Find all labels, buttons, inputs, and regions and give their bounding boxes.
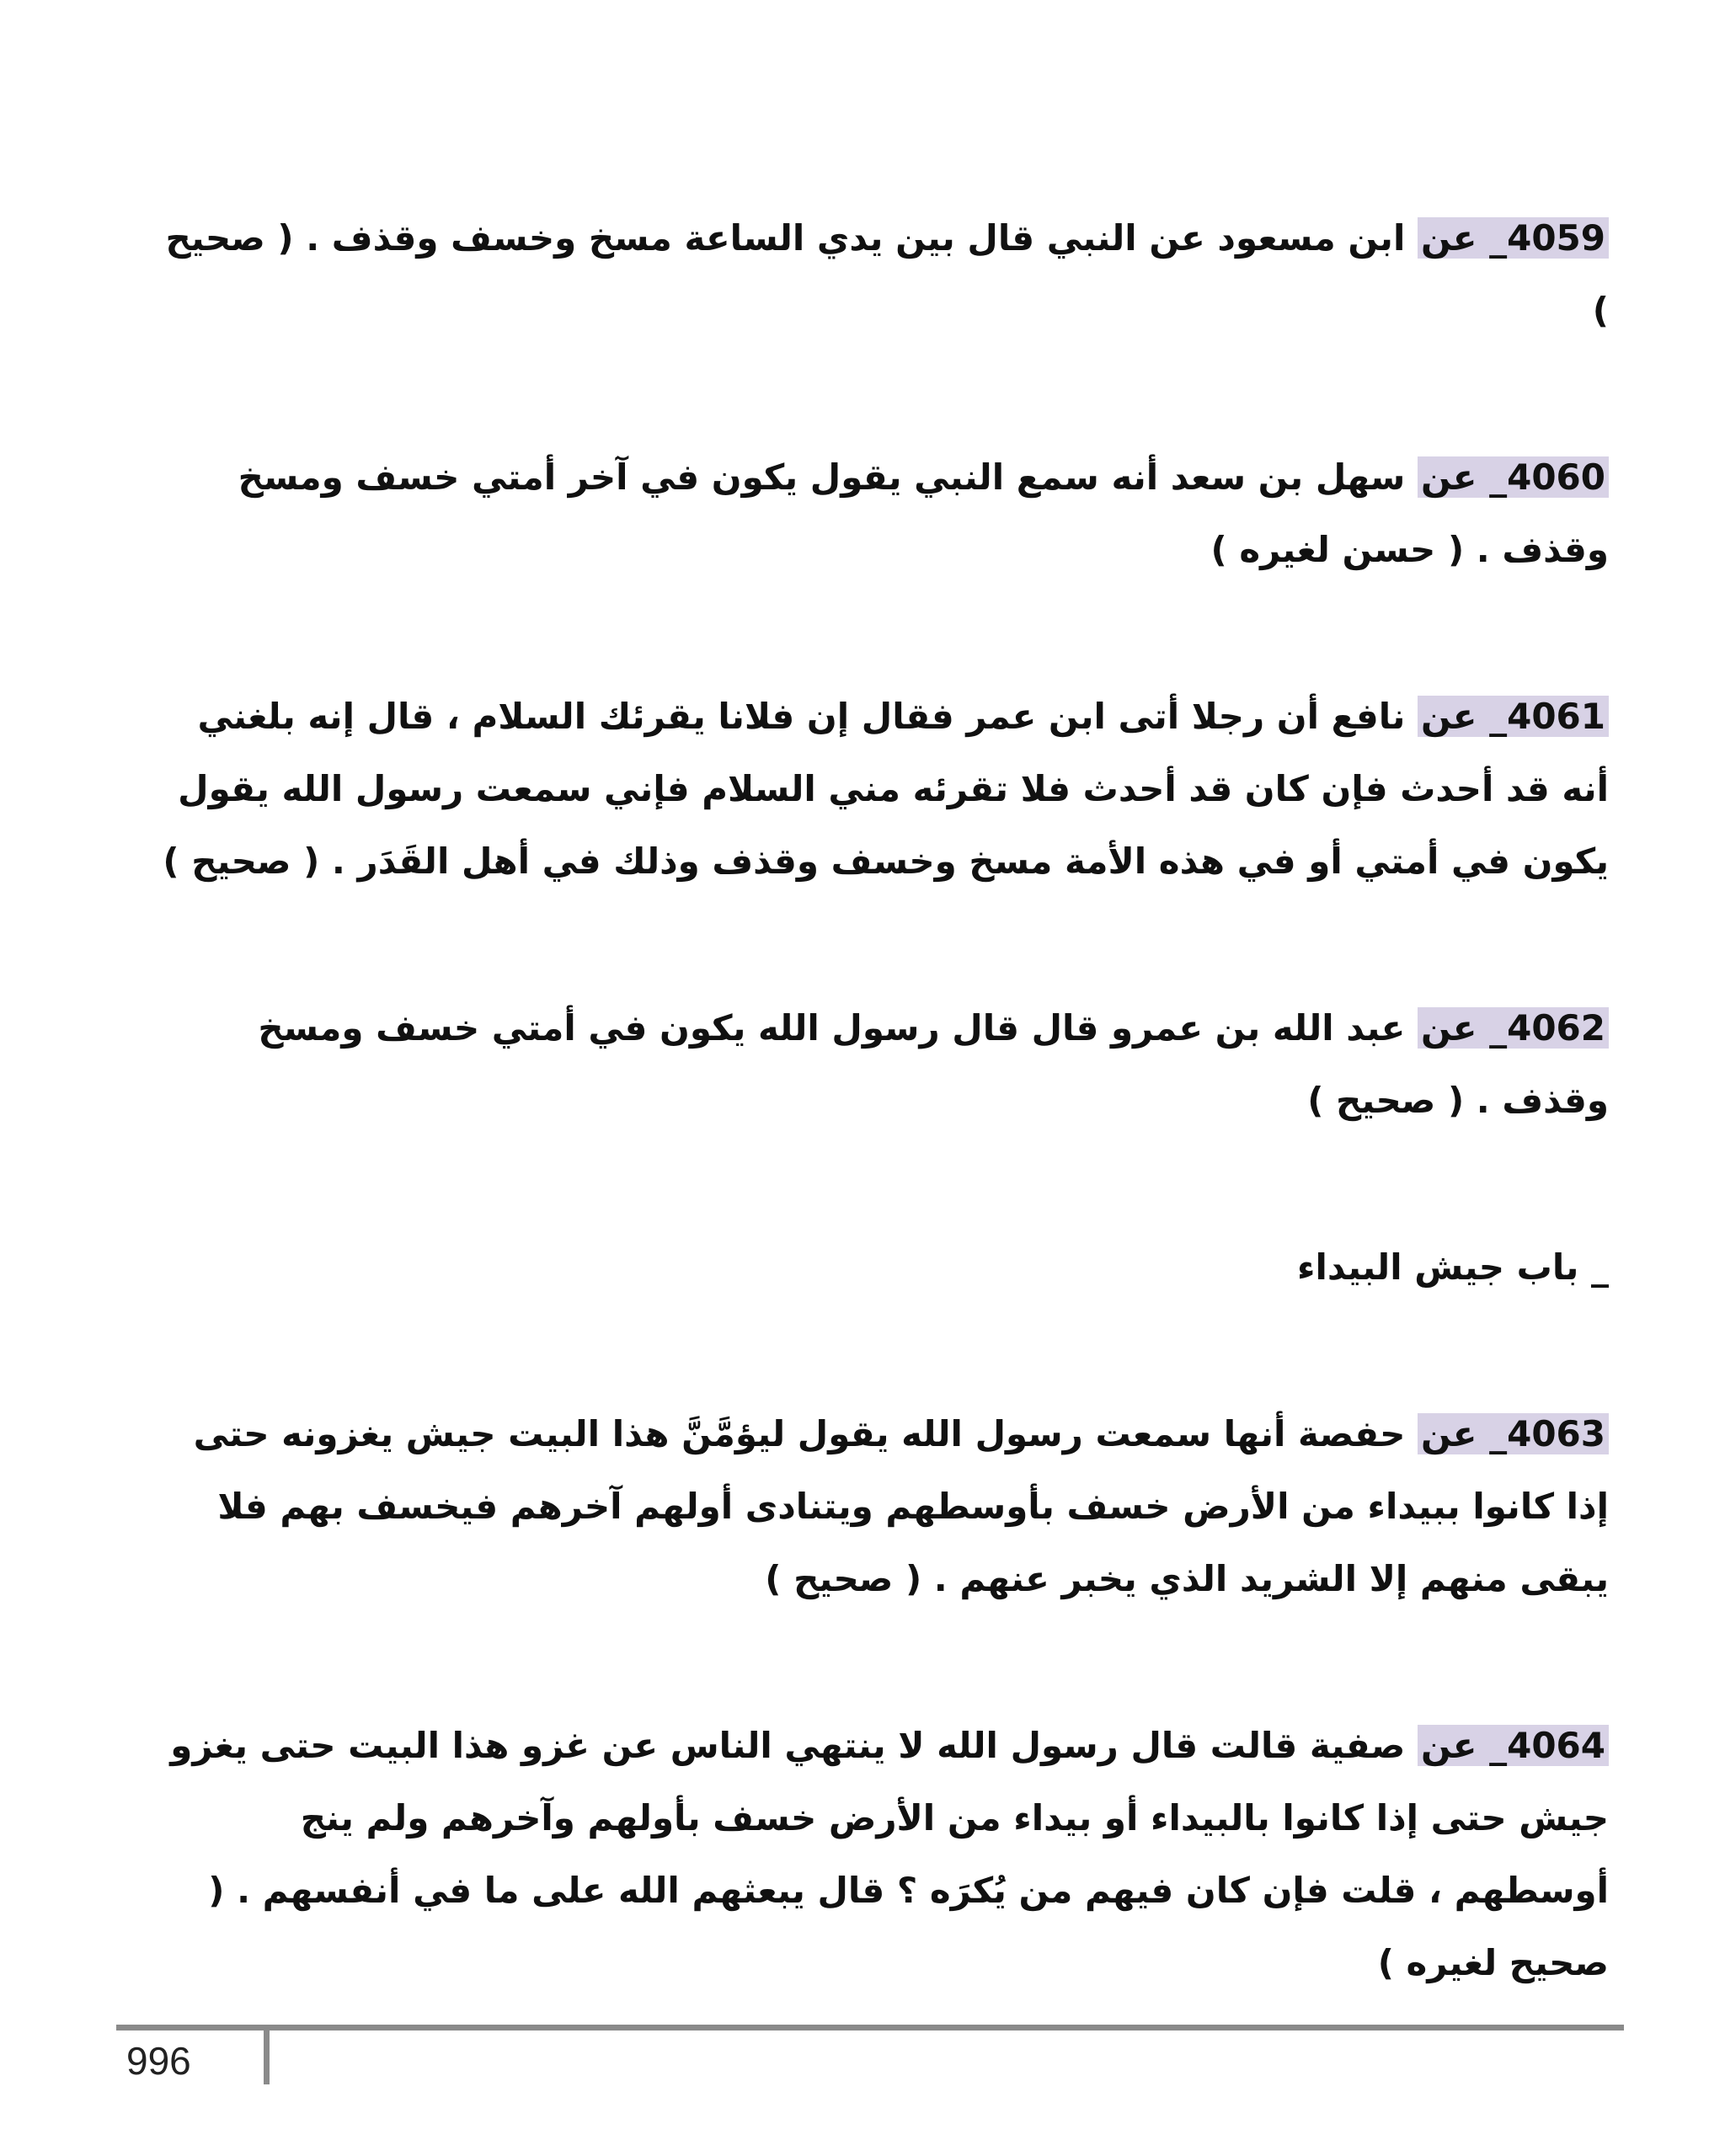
hadith-number: 4059: [1507, 217, 1605, 259]
hadith-an: عن: [1420, 1413, 1477, 1454]
hadith-text: سهل بن سعد أنه سمع النبي يقول يكون في آخر أمتي خسف ومسخ وقذف . ( حسن لغيره ): [238, 456, 1609, 570]
hadith-label: [1418, 1725, 1609, 1766]
hadith-an: عن: [1420, 456, 1477, 498]
page-number: 996: [126, 2039, 191, 2083]
hadith-number: 4063: [1507, 1413, 1605, 1454]
hadith-label: [1418, 217, 1609, 259]
hadith-text: صفية قالت قال رسول الله لا ينتهي الناس عن غزو هذا البيت حتى يغزو جيش حتى إذا كانوا بالبيداء أو بيداء من الأرض خسف بأولهم وآخرهم ولم ينج أوسطهم ، قلت فإن كان فيهم من يُكرَه ؟ قال يبعثهم الله على ما في أنفسهم . ( صحيح لغيره ): [170, 1725, 1609, 1983]
hadith-label: [1418, 1007, 1609, 1049]
hadith-label: [1418, 456, 1609, 498]
hadith-text: حفصة أنها سمعت رسول الله يقول ليؤمَّنَّ هذا البيت جيش يغزونه حتى إذا كانوا ببيداء من الأرض خسف بأوسطهم ويتنادى أولهم آخرهم فيخسف بهم فلا يبقى منهم إلا الشريد الذي يخبر عنهم . ( صحيح ): [193, 1413, 1609, 1599]
hadith-separator: _: [1489, 1413, 1508, 1454]
hadith-label: [1418, 1413, 1609, 1454]
hadith-separator: _: [1489, 217, 1508, 259]
hadith-number: 4061: [1507, 696, 1605, 737]
hadith-separator: _: [1489, 1007, 1508, 1049]
hadith-entry-4063: [143, 1398, 1609, 1615]
hadith-number: 4064: [1507, 1725, 1605, 1766]
page-content: [143, 202, 1609, 1999]
hadith-entry-4060: [143, 441, 1609, 586]
footer-divider-tick: [264, 2028, 270, 2084]
chapter-heading: _ باب جيش البيداء: [1297, 1246, 1609, 1288]
footer-rule: [116, 2025, 1624, 2031]
hadith-an: عن: [1420, 1007, 1477, 1049]
hadith-text: عبد الله بن عمرو قال قال رسول الله يكون في أمتي خسف ومسخ وقذف . ( صحيح ): [258, 1007, 1609, 1121]
hadith-separator: _: [1489, 456, 1508, 498]
hadith-text: نافع أن رجلا أتى ابن عمر فقال إن فلانا يقرئك السلام ، قال إنه بلغني أنه قد أحدث فإن كان قد أحدث فلا تقرئه مني السلام فإني سمعت رسول الله يقول يكون في أمتي أو في هذه الأمة مسخ وخسف وقذف وذلك في أهل القَدَر . ( صحيح ): [163, 696, 1609, 882]
hadith-an: عن: [1420, 696, 1477, 737]
hadith-an: عن: [1420, 217, 1477, 259]
hadith-number: 4060: [1507, 456, 1605, 498]
hadith-text: ابن مسعود عن النبي قال بين يدي الساعة مسخ وخسف وقذف . ( صحيح ): [165, 217, 1609, 331]
hadith-entry-4061: [143, 680, 1609, 898]
hadith-number: 4062: [1507, 1007, 1605, 1049]
hadith-an: عن: [1420, 1725, 1477, 1766]
hadith-entry-4059: [143, 202, 1609, 347]
hadith-label: [1418, 696, 1609, 737]
hadith-separator: _: [1489, 696, 1508, 737]
hadith-separator: _: [1489, 1725, 1508, 1766]
hadith-entry-4062: [143, 992, 1609, 1137]
hadith-entry-4064: [143, 1710, 1609, 1999]
